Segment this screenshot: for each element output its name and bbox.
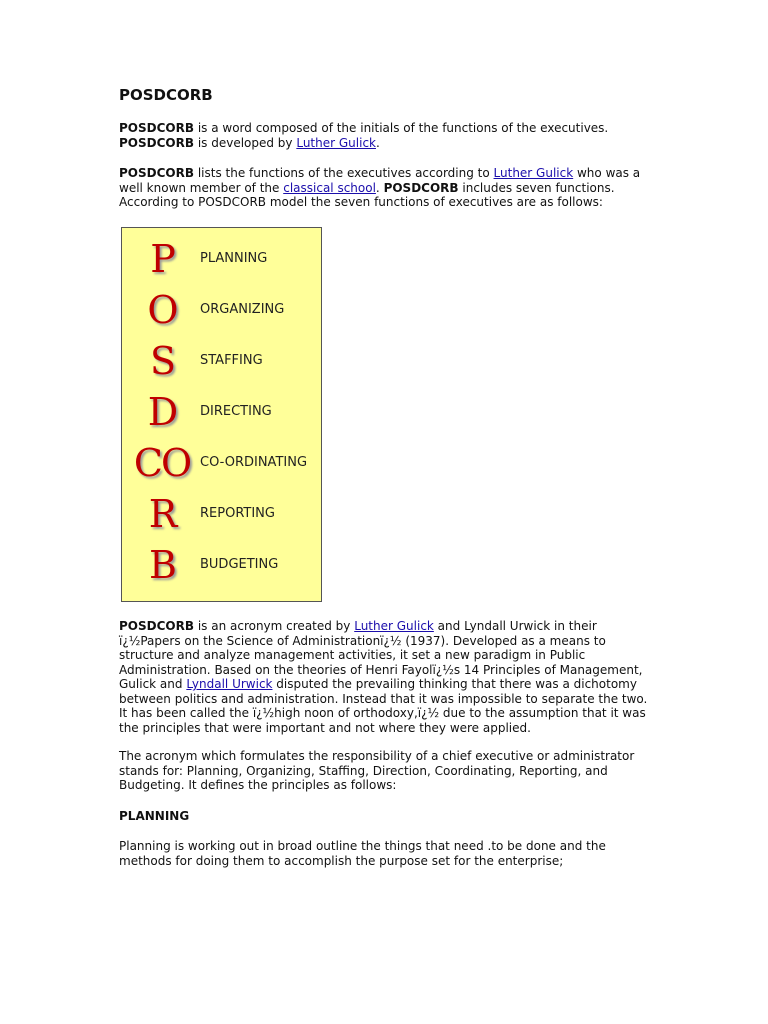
term-bold: POSDCORB (383, 180, 459, 195)
planning-line-2: methods for doing them to accomplish the purpose set for the enterprise; (119, 853, 564, 868)
acronym-line-8: the principles that were important and not where they were applied. (119, 720, 531, 735)
functions-text: who was a (573, 166, 641, 180)
responsibility-paragraph (119, 749, 659, 793)
functions-text: lists the functions of the executives according to (194, 166, 494, 180)
term-bold: POSDCORB (119, 121, 194, 135)
intro-text: is developed by (194, 135, 297, 150)
graphic-row (122, 540, 323, 590)
acronym-line-5 (119, 677, 659, 692)
graphic-word: PLANNING (200, 251, 268, 266)
planning-paragraph (119, 839, 659, 868)
functions-paragraph (119, 166, 659, 210)
acronym-paragraph (119, 619, 659, 735)
graphic-word: ORGANIZING (200, 302, 285, 317)
classical-school-link[interactable]: classical school (283, 180, 376, 195)
acronym-line-4: Administration. Based on the theories of Henri Fayolï¿½s 14 Principles of Management, (119, 662, 643, 677)
graphic-letter: D (147, 390, 177, 434)
acronym-line-3: structure and analyze management activities, it set a new paradigm in Public (119, 648, 586, 662)
graphic-word: REPORTING (200, 506, 275, 521)
graphic-row (122, 438, 323, 488)
intro-line-2 (119, 136, 659, 151)
posdcorb-graphic (121, 227, 322, 602)
acronym-line-7: It has been called the ï¿½high noon of orthodoxy,ï¿½ due to the assumption that it was (119, 706, 646, 720)
graphic-row (122, 285, 323, 335)
graphic-letter: B (149, 543, 175, 587)
functions-text: includes seven functions. (458, 180, 615, 195)
graphic-row (122, 387, 323, 437)
graphic-word: CO-ORDINATING (200, 455, 308, 470)
functions-line-2 (119, 181, 659, 196)
luther-gulick-link[interactable]: Luther Gulick (354, 619, 434, 633)
intro-text: is a word composed of the initials of the functions of the executives. (194, 121, 609, 135)
page-title: POSDCORB (119, 86, 213, 104)
term-bold: POSDCORB (119, 135, 194, 150)
acronym-text: disputed the prevailing thinking that there was a dichotomy (272, 677, 637, 691)
graphic-word: DIRECTING (200, 404, 272, 419)
responsibility-line-1: The acronym which formulates the responsibility of a chief executive or administrator (119, 749, 635, 763)
graphic-letter: R (148, 492, 176, 536)
acronym-line-2: ï¿½Papers on the Science of Administrationï¿½ (1937). Developed as a means to (119, 633, 606, 648)
graphic-row (122, 234, 323, 284)
intro-text: . (375, 135, 380, 150)
intro-paragraph (119, 121, 659, 150)
graphic-letter: P (150, 237, 174, 281)
graphic-letter: CO (133, 441, 191, 485)
acronym-text: and Lyndall Urwick in their (433, 619, 597, 633)
responsibility-line-2: stands for: Planning, Organizing, Staffing, Direction, Coordinating, Reporting, and (119, 763, 608, 778)
functions-text: well known member of the (119, 180, 284, 195)
acronym-line-1 (119, 619, 659, 634)
planning-heading: PLANNING (119, 809, 190, 823)
graphic-word: BUDGETING (200, 557, 279, 572)
functions-line-3: According to POSDCORB model the seven functions of executives are as follows: (119, 195, 603, 209)
graphic-row (122, 336, 323, 386)
graphic-word: STAFFING (200, 353, 263, 368)
acronym-line-6: between politics and administration. Instead that it was impossible to separate the two. (119, 691, 648, 706)
luther-gulick-link[interactable]: Luther Gulick (296, 135, 376, 150)
acronym-text: Gulick and (119, 677, 187, 691)
term-bold: POSDCORB (119, 619, 194, 633)
functions-line-1 (119, 166, 659, 181)
intro-line-1 (119, 121, 659, 136)
acronym-text: is an acronym created by (194, 619, 355, 633)
responsibility-line-3: Budgeting. It defines the principles as follows: (119, 778, 397, 792)
functions-text: . (375, 180, 384, 195)
luther-gulick-link[interactable]: Luther Gulick (493, 166, 574, 180)
term-bold: POSDCORB (119, 166, 194, 180)
lyndall-urwick-link[interactable]: Lyndall Urwick (186, 677, 273, 691)
graphic-letter: O (147, 288, 177, 332)
graphic-row (122, 489, 323, 539)
planning-line-1: Planning is working out in broad outline the things that need .to be done and the (119, 839, 606, 853)
graphic-letter: S (149, 339, 175, 383)
